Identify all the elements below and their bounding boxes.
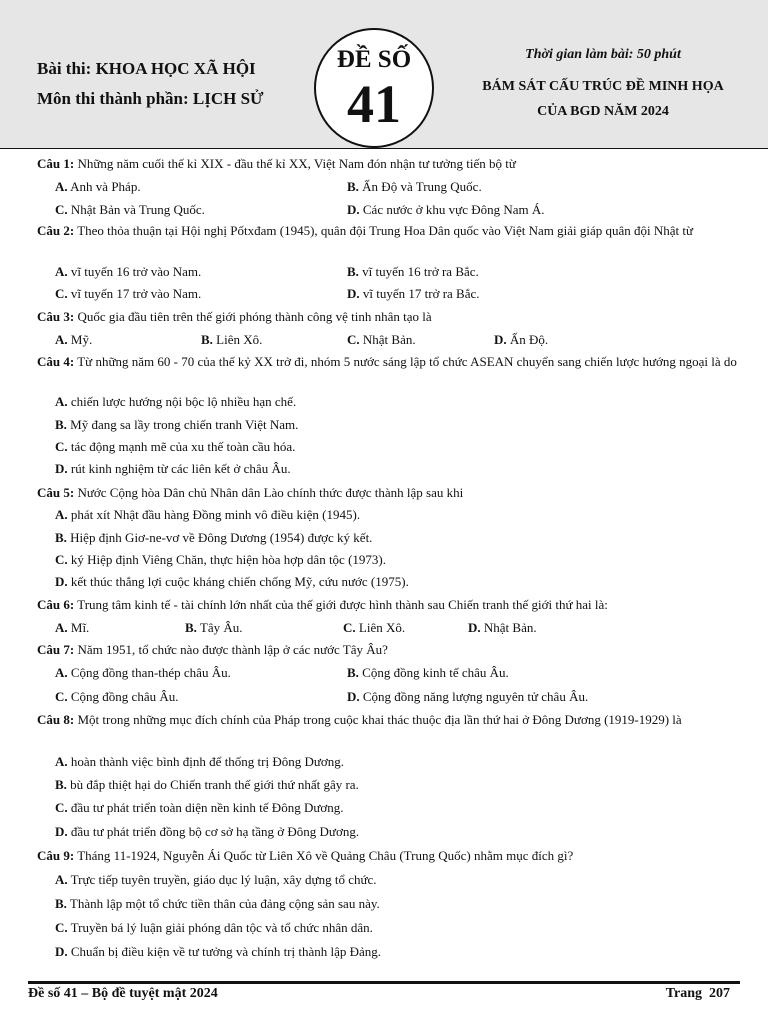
question-2-option-d — [347, 285, 480, 302]
question-6-option-d — [468, 619, 537, 636]
option-text: vĩ tuyến 16 trở vào Nam. — [67, 264, 202, 279]
question-label: Câu 9: — [37, 848, 75, 863]
question-label: Câu 6: — [37, 597, 75, 612]
option-text: Cộng đồng năng lượng nguyên tử châu Âu. — [359, 689, 589, 704]
question-label: Câu 3: — [37, 309, 75, 324]
option-letter: B. — [55, 530, 67, 545]
option-text: ký Hiệp định Viêng Chăn, thực hiện hòa hợp dân tộc (1973). — [67, 552, 386, 567]
option-text: Mĩ. — [67, 620, 90, 635]
footer-divider — [28, 981, 740, 984]
page-label: Trang — [665, 986, 702, 1001]
question-8-option-a — [55, 753, 344, 770]
option-letter: D. — [347, 286, 360, 301]
question-4-option-a — [55, 393, 296, 410]
question-3-option-d — [494, 331, 548, 348]
question-2-option-c — [55, 285, 201, 302]
question-text: Từ những năm 60 - 70 của thế kỷ XX trở đi, nhóm 5 nước sáng lập tổ chức ASEAN chuyển sang chiến lược hướng ngoại là do — [74, 354, 737, 369]
option-letter: A. — [55, 620, 68, 635]
question-label: Câu 2: — [37, 223, 75, 238]
option-text: Nhật Bản và Trung Quốc. — [67, 202, 205, 217]
question-9-option-a — [55, 871, 377, 888]
question-9 — [37, 847, 737, 864]
question-label: Câu 7: — [37, 642, 75, 657]
exam-component — [37, 89, 264, 109]
question-7-option-d — [347, 688, 588, 705]
question-3-option-c — [347, 331, 416, 348]
option-letter: C. — [55, 920, 68, 935]
option-text: Cộng đồng kinh tế châu Âu. — [358, 665, 509, 680]
option-text: Chuẩn bị điều kiện về tư tưởng và chính trị thành lập Đảng. — [67, 944, 382, 959]
exam-number-label: ĐỀ SỐ — [336, 46, 412, 73]
question-5 — [37, 484, 737, 501]
exam-structure-line1: BÁM SÁT CẤU TRÚC ĐỀ MINH HỌA — [482, 79, 724, 94]
option-letter: B. — [347, 264, 359, 279]
option-text: vĩ tuyến 16 trở ra Bắc. — [358, 264, 479, 279]
question-7 — [37, 641, 737, 658]
exam-header — [0, 0, 768, 149]
question-label: Câu 8: — [37, 712, 75, 727]
option-letter: B. — [55, 417, 67, 432]
question-9-option-d — [55, 943, 381, 960]
option-letter: C. — [347, 332, 360, 347]
question-6 — [37, 596, 737, 613]
option-text: Liên Xô. — [212, 332, 263, 347]
question-8-option-c — [55, 799, 344, 816]
option-text: Nhật Bản. — [359, 332, 416, 347]
question-3-option-a — [55, 331, 92, 348]
question-text: Quốc gia đầu tiên trên thế giới phóng thành công vệ tinh nhân tạo là — [74, 309, 432, 324]
option-text: bù đắp thiệt hại do Chiến tranh thế giới thứ nhất gây ra. — [66, 777, 359, 792]
question-text: Năm 1951, tổ chức nào được thành lập ở các nước Tây Âu? — [74, 642, 388, 657]
option-text: Mỹ đang sa lầy trong chiến tranh Việt Nam. — [66, 417, 299, 432]
option-text: rút kinh nghiệm từ các liên kết ở châu Âu. — [67, 461, 291, 476]
option-text: Cộng đồng than-thép châu Âu. — [67, 665, 231, 680]
question-7-option-b — [347, 664, 509, 681]
option-text: Nhật Bản. — [480, 620, 537, 635]
question-9-option-b — [55, 895, 380, 912]
exam-time: Thời gian làm bài: 50 phút — [525, 47, 681, 62]
option-text: Anh và Pháp. — [67, 179, 141, 194]
option-letter: B. — [55, 777, 67, 792]
option-letter: C. — [55, 800, 68, 815]
question-8-option-b — [55, 776, 359, 793]
subject-label: Bài thi: — [37, 59, 96, 78]
question-label: Câu 5: — [37, 485, 75, 500]
option-letter: A. — [55, 264, 68, 279]
question-6-option-c — [343, 619, 405, 636]
component-value: LỊCH SỬ — [192, 89, 264, 108]
question-5-option-b — [55, 529, 372, 546]
question-2 — [37, 222, 737, 239]
option-letter: D. — [55, 574, 68, 589]
option-text: chiến lược hướng nội bộc lộ nhiều hạn chế. — [67, 394, 297, 409]
question-label: Câu 1: — [37, 156, 75, 171]
question-4-option-b — [55, 416, 298, 433]
option-text: Truyền bá lý luận giải phóng dân tộc và tổ chức nhân dân. — [67, 920, 373, 935]
option-letter: D. — [347, 202, 360, 217]
option-letter: D. — [494, 332, 507, 347]
option-letter: C. — [55, 286, 68, 301]
question-text: Một trong những mục đích chính của Pháp trong cuộc khai thác thuộc địa lần thứ hai ở Đông Dương (1919-1929) là — [74, 712, 682, 727]
question-1-option-b — [347, 178, 482, 195]
option-letter: A. — [55, 332, 68, 347]
option-letter: D. — [347, 689, 360, 704]
option-letter: C. — [55, 202, 68, 217]
option-letter: A. — [55, 872, 68, 887]
option-letter: A. — [55, 665, 68, 680]
question-8-option-d — [55, 823, 359, 840]
option-letter: B. — [185, 620, 197, 635]
component-label: Môn thi thành phần: — [37, 89, 193, 108]
option-letter: B. — [347, 179, 359, 194]
exam-subject — [37, 59, 256, 79]
question-1 — [37, 155, 737, 172]
option-letter: B. — [347, 665, 359, 680]
option-text: Liên Xô. — [355, 620, 406, 635]
question-1-option-d — [347, 201, 545, 218]
question-2-option-b — [347, 263, 479, 280]
option-text: Các nước ở khu vực Đông Nam Á. — [359, 202, 545, 217]
option-text: phát xít Nhật đầu hàng Đồng minh vô điều kiện (1945). — [67, 507, 361, 522]
option-text: Mỹ. — [67, 332, 93, 347]
question-text: Những năm cuối thế kỉ XIX - đầu thế kỉ XX, Việt Nam đón nhận tư tưởng tiến bộ từ — [74, 156, 516, 171]
option-letter: D. — [55, 824, 68, 839]
question-label: Câu 4: — [37, 354, 75, 369]
option-text: đầu tư phát triển toàn diện nền kinh tế Đông Dương. — [67, 800, 344, 815]
question-5-option-d — [55, 573, 409, 590]
option-text: vĩ tuyến 17 trở ra Bắc. — [359, 286, 480, 301]
option-text: Ấn Độ và Trung Quốc. — [358, 179, 482, 194]
question-text: Tháng 11-1924, Nguyễn Ái Quốc từ Liên Xô về Quảng Châu (Trung Quốc) nhằm mục đích gì? — [74, 848, 574, 863]
option-letter: A. — [55, 754, 68, 769]
exam-number: 41 — [347, 74, 401, 134]
question-4-option-c — [55, 438, 295, 455]
option-text: đầu tư phát triển đồng bộ cơ sở hạ tầng ở Đông Dương. — [67, 824, 360, 839]
question-7-option-a — [55, 664, 231, 681]
question-6-option-b — [185, 619, 243, 636]
option-letter: D. — [55, 944, 68, 959]
option-text: tác động mạnh mẽ của xu thế toàn cầu hóa. — [67, 439, 296, 454]
question-5-option-a — [55, 506, 360, 523]
option-text: kết thúc thắng lợi cuộc kháng chiến chống Mỹ, cứu nước (1975). — [67, 574, 409, 589]
footer-title: Đề số 41 – Bộ đề tuyệt mật 2024 — [28, 986, 218, 1001]
page-number: 207 — [709, 986, 730, 1001]
question-7-option-c — [55, 688, 179, 705]
question-5-option-c — [55, 551, 386, 568]
option-letter: C. — [343, 620, 356, 635]
option-text: Trực tiếp tuyên truyền, giáo dục lý luận, xây dựng tổ chức. — [67, 872, 377, 887]
question-4 — [37, 353, 737, 370]
option-text: Hiệp định Giơ-ne-vơ về Đông Dương (1954) được ký kết. — [66, 530, 373, 545]
option-letter: D. — [468, 620, 481, 635]
option-letter: A. — [55, 394, 68, 409]
question-6-option-a — [55, 619, 89, 636]
option-text: Cộng đồng châu Âu. — [67, 689, 179, 704]
option-letter: D. — [55, 461, 68, 476]
option-letter: A. — [55, 179, 68, 194]
option-letter: B. — [55, 896, 67, 911]
option-letter: C. — [55, 689, 68, 704]
option-text: Thành lập một tổ chức tiền thân của đảng cộng sản sau này. — [66, 896, 380, 911]
question-3 — [37, 308, 737, 325]
question-2-option-a — [55, 263, 201, 280]
question-text: Nước Cộng hòa Dân chủ Nhân dân Lào chính thức được thành lập sau khi — [74, 485, 464, 500]
option-text: hoàn thành việc bình định để thống trị Đông Dương. — [67, 754, 345, 769]
question-3-option-b — [201, 331, 262, 348]
question-1-option-a — [55, 178, 141, 195]
option-letter: A. — [55, 507, 68, 522]
question-text: Trung tâm kinh tế - tài chính lớn nhất của thế giới được hình thành sau Chiến tranh thế giới thứ hai là: — [74, 597, 608, 612]
exam-number-badge — [314, 28, 434, 148]
question-9-option-c — [55, 919, 373, 936]
option-text: Ấn Độ. — [506, 332, 549, 347]
option-letter: C. — [55, 439, 68, 454]
option-letter: C. — [55, 552, 68, 567]
option-text: vĩ tuyến 17 trở vào Nam. — [67, 286, 202, 301]
question-4-option-d — [55, 460, 291, 477]
question-1-option-c — [55, 201, 205, 218]
question-8 — [37, 711, 737, 728]
subject-value: KHOA HỌC XÃ HỘI — [95, 59, 256, 78]
option-text: Tây Âu. — [196, 620, 243, 635]
exam-structure-line2: CỦA BGD NĂM 2024 — [537, 104, 669, 119]
page-indicator — [666, 986, 730, 1002]
option-letter: B. — [201, 332, 213, 347]
question-text: Theo thỏa thuận tại Hội nghị Pốtxđam (1945), quân đội Trung Hoa Dân quốc vào Việt Nam giải giáp quân đội Nhật từ — [74, 223, 694, 238]
